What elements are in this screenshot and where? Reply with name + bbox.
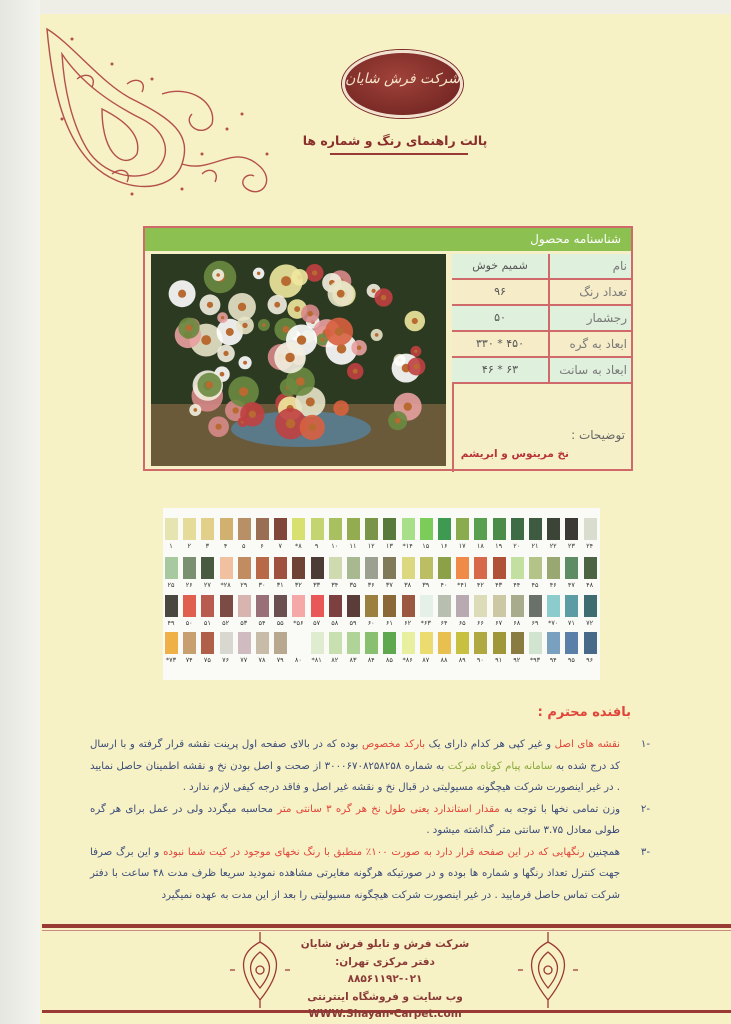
note-item bbox=[90, 842, 650, 907]
footer-divider bbox=[42, 924, 731, 928]
color-swatch bbox=[511, 632, 524, 654]
color-swatch-number: *۲۸ bbox=[220, 581, 231, 589]
color-swatch bbox=[292, 557, 305, 579]
color-swatch bbox=[438, 595, 451, 617]
flower-center bbox=[249, 411, 256, 418]
color-swatch bbox=[274, 518, 287, 540]
color-swatch bbox=[493, 595, 506, 617]
flower-center bbox=[186, 325, 192, 331]
flower-center bbox=[412, 318, 418, 324]
color-swatch-number: *۷۳ bbox=[165, 656, 177, 664]
color-swatch-number: ۱۶ bbox=[440, 542, 448, 550]
color-swatch-number: ۳۰ bbox=[258, 581, 266, 589]
spec-description bbox=[452, 382, 631, 472]
color-swatch bbox=[511, 595, 524, 617]
flower-center bbox=[414, 350, 417, 353]
color-swatch-number: ۴۰ bbox=[440, 581, 448, 589]
flower-center bbox=[243, 361, 247, 365]
color-swatch-number: ۴ bbox=[223, 542, 228, 550]
subtitle-underline bbox=[330, 153, 468, 155]
color-swatch-number: ۱۵ bbox=[422, 542, 430, 550]
color-swatch-number: ۲۵ bbox=[167, 581, 175, 589]
color-swatch bbox=[347, 557, 360, 579]
color-swatch bbox=[365, 557, 378, 579]
flower-center bbox=[286, 419, 295, 428]
flower-center bbox=[207, 302, 213, 308]
notes-list bbox=[90, 734, 650, 906]
color-swatch bbox=[402, 632, 415, 654]
color-swatch-number: ۵ bbox=[242, 542, 246, 550]
note-number: -۳ bbox=[640, 846, 650, 858]
color-swatch-number: *۱۴ bbox=[402, 542, 413, 550]
color-swatch bbox=[402, 557, 415, 579]
color-swatch-number: ۸۷ bbox=[422, 656, 430, 664]
note-highlight: نقشه های اصل bbox=[554, 739, 620, 750]
color-swatch-number: ۲۳ bbox=[567, 542, 575, 550]
spec-key: ابعاد به سانت bbox=[548, 358, 631, 382]
color-swatch-number: ۴۷ bbox=[567, 581, 575, 589]
spec-key: رجشمار bbox=[548, 306, 631, 330]
color-swatch bbox=[438, 557, 451, 579]
footer-contact bbox=[300, 936, 470, 1024]
note-number: -۲ bbox=[640, 803, 650, 815]
flower-center bbox=[238, 303, 246, 311]
flower-center bbox=[242, 323, 247, 328]
color-swatch bbox=[456, 518, 469, 540]
color-swatch-number: ۸۳ bbox=[349, 656, 357, 664]
flower-center bbox=[206, 381, 213, 388]
color-swatch-number: ۱۳ bbox=[385, 542, 393, 550]
color-swatch bbox=[456, 557, 469, 579]
company-logo bbox=[342, 50, 463, 118]
color-swatch bbox=[256, 632, 269, 654]
color-swatch-number: ۲۲ bbox=[549, 542, 557, 550]
color-swatch bbox=[220, 557, 233, 579]
spec-row-name bbox=[452, 254, 631, 278]
notes-title: بافنده محترم : bbox=[537, 705, 631, 720]
color-swatch bbox=[420, 595, 433, 617]
color-swatch bbox=[256, 595, 269, 617]
spec-key: ابعاد به گره bbox=[548, 332, 631, 356]
color-swatch bbox=[165, 632, 178, 654]
footer-ornament-left bbox=[230, 930, 290, 1010]
color-swatch-number: ۳۵ bbox=[349, 581, 357, 589]
color-swatch-number: ۲۶ bbox=[185, 581, 193, 589]
spec-key: تعداد رنگ bbox=[548, 280, 631, 304]
color-swatch-number: ۳۲ bbox=[294, 581, 302, 589]
spec-value: ۴۵۰ * ۳۳۰ bbox=[476, 337, 524, 350]
color-swatch-number: ۶۸ bbox=[513, 619, 521, 627]
product-card-title: شناسنامه محصول bbox=[145, 228, 631, 251]
color-swatch-number: ۵۷ bbox=[313, 619, 321, 627]
color-swatch bbox=[584, 632, 597, 654]
color-swatch bbox=[183, 557, 196, 579]
color-swatch-number: ۱۲ bbox=[367, 542, 375, 550]
color-swatch-number: ۴۸ bbox=[586, 581, 594, 589]
color-swatch-number: ۳۳ bbox=[313, 581, 321, 589]
color-swatch bbox=[402, 595, 415, 617]
color-swatch bbox=[274, 557, 287, 579]
color-swatch bbox=[311, 632, 324, 654]
color-swatch bbox=[347, 595, 360, 617]
color-swatch bbox=[347, 518, 360, 540]
color-swatch bbox=[238, 632, 251, 654]
color-swatch bbox=[383, 595, 396, 617]
color-swatch-number: ۳ bbox=[205, 542, 210, 550]
color-swatch-number: ۱۰ bbox=[331, 542, 339, 550]
color-swatch-number: ۶۹ bbox=[531, 619, 539, 627]
note-highlight: مقدار استاندارد یعنی طول نخ هر گره ۳ سانتی متر bbox=[277, 803, 500, 815]
color-swatch bbox=[529, 632, 542, 654]
flower-center bbox=[232, 407, 238, 413]
color-swatch bbox=[238, 557, 251, 579]
color-swatch bbox=[474, 518, 487, 540]
flower-center bbox=[262, 323, 266, 327]
flower-center bbox=[353, 369, 358, 374]
color-swatch bbox=[547, 557, 560, 579]
note-text: همچنین bbox=[584, 846, 620, 858]
color-swatch-number: ۳۶ bbox=[367, 581, 375, 589]
color-swatch-number: ۱۱ bbox=[349, 542, 357, 550]
color-swatch bbox=[329, 557, 342, 579]
spec-key: نام bbox=[548, 254, 631, 278]
color-swatch bbox=[474, 557, 487, 579]
flower-center bbox=[226, 328, 234, 336]
color-swatch-number: *۶۳ bbox=[420, 619, 431, 627]
color-swatch-number: ۱۸ bbox=[476, 542, 484, 550]
color-swatch bbox=[529, 557, 542, 579]
description-value: نخ مرینوس و ابریشم bbox=[460, 448, 569, 460]
product-spec-table bbox=[452, 254, 631, 472]
color-swatch bbox=[584, 518, 597, 540]
color-swatch bbox=[456, 595, 469, 617]
flower-center bbox=[274, 302, 280, 308]
color-swatch-number: ۲۴ bbox=[586, 542, 594, 550]
color-swatch-number: ۲۷ bbox=[203, 581, 211, 589]
note-highlight: بارکد مخصوص bbox=[361, 739, 426, 750]
spec-row-knot-dimensions bbox=[452, 330, 631, 356]
note-item bbox=[90, 734, 650, 799]
color-swatch-number: ۵۹ bbox=[349, 619, 357, 627]
color-swatch bbox=[420, 632, 433, 654]
color-swatch-number: ۷۹ bbox=[276, 656, 284, 664]
color-swatch bbox=[438, 518, 451, 540]
color-swatch-number: ۳۴ bbox=[331, 581, 339, 589]
spec-value: ۹۶ bbox=[494, 285, 506, 298]
note-text: محاسبه میگردد ولی در عمل برای هر گره طولی معادل ۳.۷۵ سانتی متر گذاشته میشود . bbox=[90, 803, 620, 836]
color-swatch bbox=[402, 518, 415, 540]
color-swatch-number: ۵۴ bbox=[258, 619, 266, 627]
color-swatch-number: ۲۹ bbox=[240, 581, 248, 589]
spec-row-knot-density bbox=[452, 304, 631, 330]
color-swatch-number: ۸۲ bbox=[331, 656, 339, 664]
color-swatch-number: ۸۴ bbox=[367, 656, 375, 664]
color-swatch-number: ۸۵ bbox=[385, 656, 393, 664]
color-swatch-number: ۱۹ bbox=[495, 542, 503, 550]
color-swatch-number: ۶۶ bbox=[476, 619, 484, 627]
color-swatch bbox=[238, 595, 251, 617]
flower-center bbox=[216, 273, 220, 277]
color-swatch-number: ۳۷ bbox=[385, 581, 393, 589]
spec-value: شمیم خوش bbox=[472, 259, 528, 272]
color-swatch bbox=[220, 595, 233, 617]
color-swatch bbox=[584, 557, 597, 579]
color-swatch-number: *۷۰ bbox=[548, 619, 559, 627]
color-swatch bbox=[183, 595, 196, 617]
flower-center bbox=[220, 372, 225, 377]
flower-center bbox=[335, 327, 343, 335]
color-swatch-number: ۵۱ bbox=[203, 619, 211, 627]
flower-center bbox=[375, 333, 379, 337]
color-swatch bbox=[529, 595, 542, 617]
note-highlight: سامانه پیام کوتاه شرکت bbox=[447, 760, 553, 772]
color-swatch bbox=[565, 595, 578, 617]
note-item bbox=[90, 799, 650, 842]
color-swatch-number: ۷۶ bbox=[222, 656, 230, 664]
color-swatch bbox=[347, 632, 360, 654]
color-swatch-number: ۴۶ bbox=[549, 581, 557, 589]
color-swatch-number: ۶۰ bbox=[367, 619, 375, 627]
footer-website-link[interactable]: WWW.Shayan-Carpet.com bbox=[308, 1008, 462, 1020]
note-text: و غیر کپی هر کدام دارای یک bbox=[425, 739, 555, 750]
color-swatch-number: ۳۸ bbox=[404, 581, 412, 589]
color-swatch-number: ۴۹ bbox=[167, 619, 175, 627]
note-text: وزن تمامی نخها با توجه به bbox=[499, 803, 620, 815]
color-swatch-number: ۵۲ bbox=[222, 619, 230, 627]
color-swatch bbox=[547, 632, 560, 654]
color-swatch bbox=[493, 632, 506, 654]
note-text: به شماره ۳۰۰۰۶۷۰۸۲۵۸۲۵۸ از صحت و اصل بودن نخ و نقشه اطمینان حاصل نمایید . در غیر اینصورت شرکت هیچگونه مسیولیتی در قبال نخ و نقشه غیر اصل و فاقد درجه کیفی لازم ندارد . bbox=[90, 760, 620, 793]
color-swatch bbox=[274, 595, 287, 617]
color-swatch bbox=[165, 518, 178, 540]
color-swatch-number: ۵۸ bbox=[331, 619, 339, 627]
flower-center bbox=[193, 408, 197, 412]
note-number: -۱ bbox=[640, 739, 650, 750]
color-swatch-number: ۳۱ bbox=[276, 581, 284, 589]
page-subtitle: پالت راهنمای رنگ و شماره ها bbox=[302, 133, 488, 148]
color-swatch bbox=[565, 557, 578, 579]
color-palette bbox=[163, 508, 600, 680]
note-highlight: رنگهایی که در این صفحه قرار دارد به صورت ۱۰۰٪ منطبق با رنگ نخهای موجود در کیت شما نبوده bbox=[163, 846, 585, 858]
color-swatch bbox=[383, 557, 396, 579]
flower-center bbox=[357, 345, 362, 350]
color-swatch bbox=[292, 518, 305, 540]
color-swatch bbox=[511, 557, 524, 579]
flower-center bbox=[312, 270, 317, 275]
color-swatch bbox=[365, 595, 378, 617]
color-swatch bbox=[547, 595, 560, 617]
flower-center bbox=[337, 290, 345, 298]
color-swatch bbox=[165, 557, 178, 579]
footer-company: شرکت فرش و تابلو فرش شایان bbox=[300, 938, 470, 950]
color-swatch bbox=[183, 632, 196, 654]
flower-center bbox=[339, 406, 344, 411]
color-swatch bbox=[565, 518, 578, 540]
color-swatch-number: ۷۸ bbox=[258, 656, 266, 664]
flower-center bbox=[281, 276, 291, 286]
flower-center bbox=[307, 311, 312, 316]
color-swatch bbox=[201, 557, 214, 579]
spec-row-cm-dimensions bbox=[452, 356, 631, 382]
color-swatch-number: ۵۵ bbox=[276, 619, 284, 627]
color-swatch bbox=[493, 557, 506, 579]
color-swatch-number: ۲ bbox=[187, 542, 191, 550]
color-swatch-number: ۵۰ bbox=[185, 619, 193, 627]
flower-center bbox=[201, 335, 211, 345]
footer-web-label: وب سایت و فروشگاه اینترنتی bbox=[307, 990, 463, 1003]
color-swatch bbox=[493, 518, 506, 540]
color-swatch bbox=[256, 557, 269, 579]
color-swatch bbox=[311, 595, 324, 617]
flower-center bbox=[381, 295, 386, 300]
color-swatch-number: *۵۶ bbox=[293, 619, 304, 627]
color-swatch-number: ۴۳ bbox=[495, 581, 503, 589]
color-swatch-number: ۱۷ bbox=[458, 542, 466, 550]
color-swatch-number: ۴۵ bbox=[531, 581, 539, 589]
color-swatch bbox=[311, 518, 324, 540]
color-swatch-number: ۵۳ bbox=[240, 619, 248, 627]
color-swatch-number: ۷ bbox=[278, 542, 282, 550]
footer-ornament-right bbox=[518, 930, 578, 1010]
color-swatch bbox=[420, 518, 433, 540]
color-swatch-number: ۸۹ bbox=[458, 656, 466, 664]
color-swatch bbox=[329, 595, 342, 617]
color-swatch bbox=[511, 518, 524, 540]
color-swatch-number: ۶۴ bbox=[440, 619, 448, 627]
flower-center bbox=[306, 397, 315, 406]
color-swatch-number: ۹ bbox=[314, 542, 319, 550]
note-text: بوده که در بالای صفحه اول پرینت نقشه قرار گرفته و با ارسال کد درج شده به bbox=[90, 739, 620, 772]
color-swatch-number: ۶۲ bbox=[404, 619, 412, 627]
paisley-ornament bbox=[42, 24, 282, 204]
color-swatch bbox=[329, 518, 342, 540]
color-swatch bbox=[456, 632, 469, 654]
color-swatch-number: ۶ bbox=[260, 542, 264, 550]
flower-center bbox=[215, 424, 221, 430]
color-swatch bbox=[165, 595, 178, 617]
flower-center bbox=[372, 289, 376, 293]
color-swatch-number: ۷۵ bbox=[203, 656, 211, 664]
color-swatch bbox=[274, 632, 287, 654]
color-swatch-number: ۸۰ bbox=[294, 656, 302, 664]
color-swatch bbox=[474, 595, 487, 617]
color-swatch-number: ۱ bbox=[169, 542, 173, 550]
color-swatch bbox=[383, 518, 396, 540]
color-swatch bbox=[201, 595, 214, 617]
color-swatch-number: ۶۷ bbox=[495, 619, 503, 627]
color-swatch-number: ۳۹ bbox=[422, 581, 430, 589]
color-swatch-number: ۴۲ bbox=[476, 581, 484, 589]
color-swatch bbox=[365, 632, 378, 654]
color-swatch-number: ۴۴ bbox=[513, 581, 521, 589]
color-swatch-number: ۹۱ bbox=[495, 656, 503, 664]
color-swatch-number: ۹۵ bbox=[567, 656, 575, 664]
color-swatch-number: ۲۰ bbox=[513, 542, 521, 550]
color-swatch-number: *۸۱ bbox=[311, 656, 322, 664]
flower-center bbox=[294, 306, 300, 312]
flower-center bbox=[414, 364, 419, 369]
color-swatch bbox=[365, 518, 378, 540]
color-swatch bbox=[201, 632, 214, 654]
footer-divider-thin bbox=[42, 930, 731, 931]
color-swatch bbox=[584, 595, 597, 617]
color-swatch bbox=[238, 518, 251, 540]
color-swatch-number: ۹۰ bbox=[476, 656, 484, 664]
color-swatch bbox=[329, 632, 342, 654]
flower-center bbox=[221, 316, 224, 319]
color-swatch bbox=[201, 518, 214, 540]
color-swatch-number: ۷۱ bbox=[567, 619, 575, 627]
color-swatch bbox=[565, 632, 578, 654]
flower-center bbox=[321, 338, 325, 342]
color-swatch-number: ۶۵ bbox=[458, 619, 466, 627]
spec-value: ۶۳ * ۴۶ bbox=[481, 363, 519, 376]
color-swatch bbox=[292, 595, 305, 617]
flower-center bbox=[282, 326, 289, 333]
carpet-design-image bbox=[151, 254, 446, 466]
flower-center bbox=[285, 353, 294, 362]
color-swatch bbox=[529, 518, 542, 540]
color-swatch-number: ۲۱ bbox=[531, 542, 539, 550]
color-swatch-number: *۸ bbox=[295, 542, 302, 550]
flower-center bbox=[257, 272, 260, 275]
logo-text: شرکت فرش شایان bbox=[345, 71, 460, 87]
color-swatch bbox=[420, 557, 433, 579]
note-text: و این برگ صرفا جهت کنترل تعداد رنگها و شماره ها بوده و در صورتیکه هرگونه مغایرتی مشاهده نمودید سریعا ظرف مدت ۴۸ ساعت با دفتر شرکت تماس حاصل فرمایید . در غیر اینصورت شرکت هیچگونه مسیولیتی را بعد از این مدت به عهده نمیگیرد bbox=[90, 846, 620, 901]
flower-center bbox=[404, 402, 412, 410]
product-card bbox=[143, 226, 633, 471]
flower-center bbox=[178, 290, 186, 298]
color-swatch-number: *۴۱ bbox=[457, 581, 468, 589]
color-swatch-number: ۷۷ bbox=[240, 656, 248, 664]
color-swatch bbox=[311, 557, 324, 579]
color-swatch bbox=[292, 632, 305, 654]
color-swatch-number: ۹۲ bbox=[513, 656, 521, 664]
color-swatch bbox=[438, 632, 451, 654]
spec-row-color-count bbox=[452, 278, 631, 304]
color-swatch bbox=[547, 518, 560, 540]
color-swatch-number: ۹۶ bbox=[586, 656, 594, 664]
flower-center bbox=[308, 424, 316, 432]
flower-center bbox=[395, 418, 401, 424]
scan-edge bbox=[0, 0, 40, 1024]
color-swatch bbox=[256, 518, 269, 540]
spec-value: ۵۰ bbox=[494, 311, 506, 324]
color-swatch-number: ۸۸ bbox=[440, 656, 448, 664]
color-swatch-number: ۹۴ bbox=[549, 656, 557, 664]
color-swatch bbox=[383, 632, 396, 654]
color-swatch-number: *۸۶ bbox=[402, 656, 413, 664]
description-label: توضیحات : bbox=[571, 428, 625, 442]
flower-center bbox=[223, 351, 228, 356]
flower-center bbox=[297, 335, 306, 344]
color-swatch-number: ۶۱ bbox=[385, 619, 393, 627]
flower-center bbox=[239, 387, 248, 396]
color-swatch bbox=[474, 632, 487, 654]
color-swatch bbox=[183, 518, 196, 540]
color-swatch-number: ۷۴ bbox=[185, 656, 193, 664]
color-swatch bbox=[220, 518, 233, 540]
color-swatch bbox=[220, 632, 233, 654]
flower-center bbox=[296, 377, 305, 386]
footer-office-phone: دفتر مرکزی تهران: ۰۲۱-۸۸۵۶۱۱۹۲ bbox=[335, 955, 435, 985]
color-swatch-number: ۷۲ bbox=[586, 619, 594, 627]
color-swatch-number: *۹۳ bbox=[529, 656, 541, 664]
